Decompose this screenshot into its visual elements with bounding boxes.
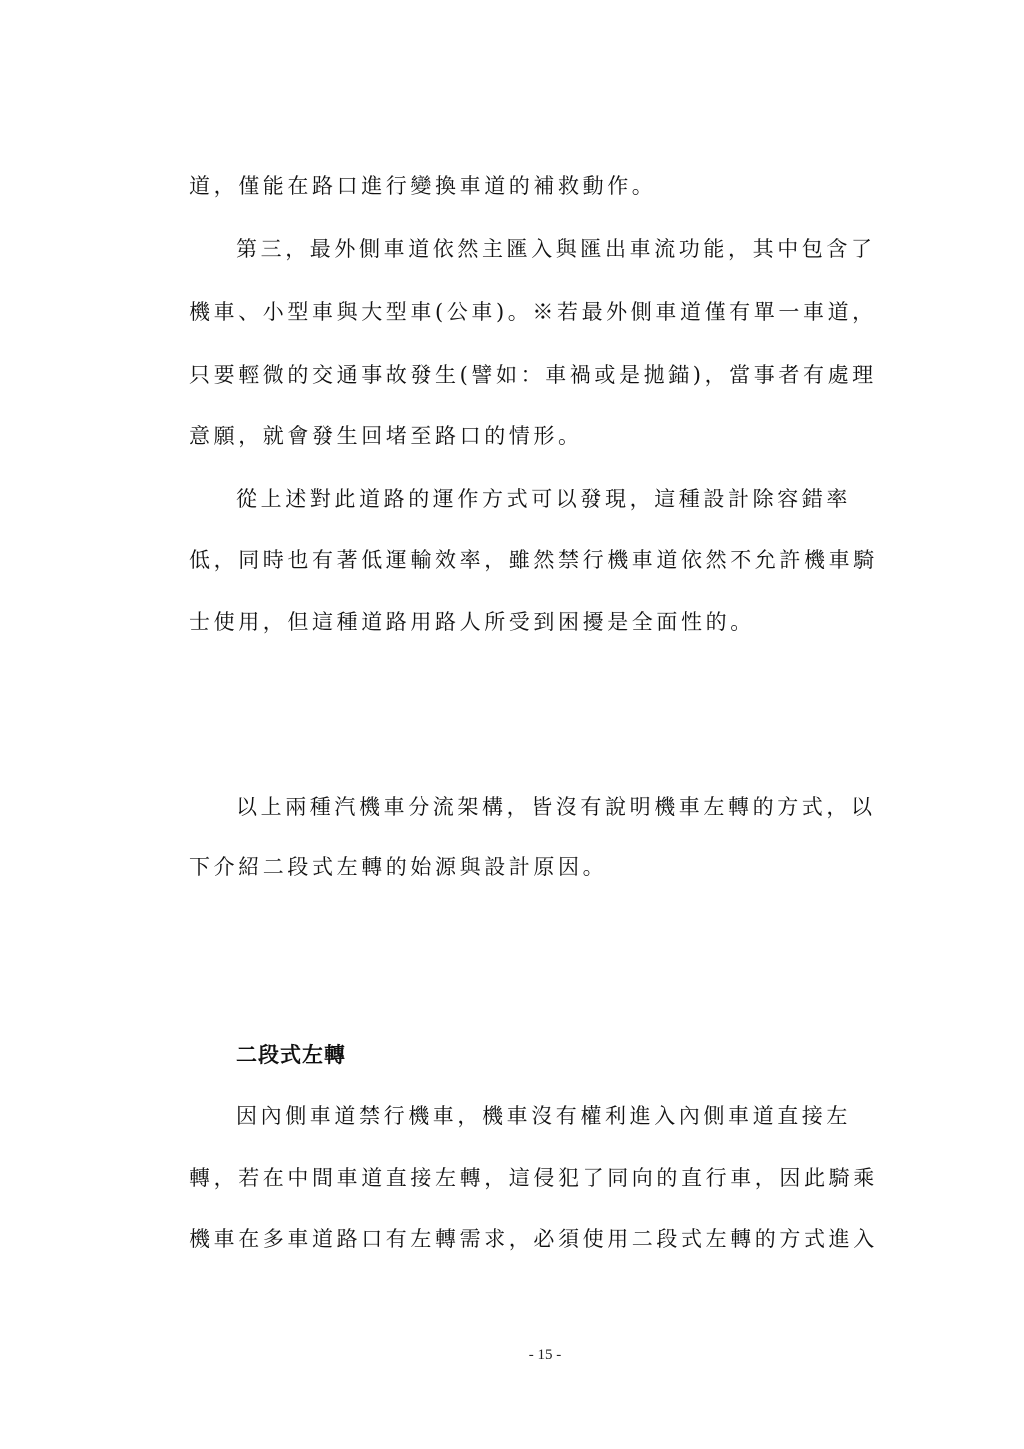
- page-number: - 15 -: [528, 1347, 562, 1363]
- paragraph-line: 下介紹二段式左轉的始源與設計原因。: [189, 855, 608, 879]
- paragraph-line: 從上述對此道路的運作方式可以發現，這種設計除容錯率: [236, 487, 851, 511]
- paragraph-line: 以上兩種汽機車分流架構，皆沒有說明機車左轉的方式，以: [236, 795, 876, 819]
- paragraph-line: 意願，就會發生回堵至路口的情形。: [189, 424, 583, 448]
- paragraph-line: 機車、小型車與大型車(公車)。※若最外側車道僅有單一車道，: [189, 300, 877, 324]
- paragraph-line: 士使用，但這種道路用路人所受到困擾是全面性的。: [189, 610, 755, 634]
- paragraph-line: 低，同時也有著低運輸效率，雖然禁行機車道依然不允許機車騎: [189, 548, 878, 572]
- paragraph-line: 轉，若在中間車道直接左轉，這侵犯了同向的直行車，因此騎乘: [189, 1166, 878, 1190]
- paragraph-line: 因內側車道禁行機車，機車沒有權利進入內側車道直接左: [236, 1104, 851, 1128]
- paragraph-line: 機車在多車道路口有左轉需求，必須使用二段式左轉的方式進入: [189, 1227, 878, 1251]
- paragraph-line: 道，僅能在路口進行變換車道的補救動作。: [189, 174, 657, 198]
- section-heading: 二段式左轉: [236, 1042, 346, 1067]
- paragraph-line: 只要輕微的交通事故發生(譬如：車禍或是拋錨)，當事者有處理: [189, 363, 877, 387]
- paragraph-line: 第三，最外側車道依然主匯入與匯出車流功能，其中包含了: [236, 237, 876, 261]
